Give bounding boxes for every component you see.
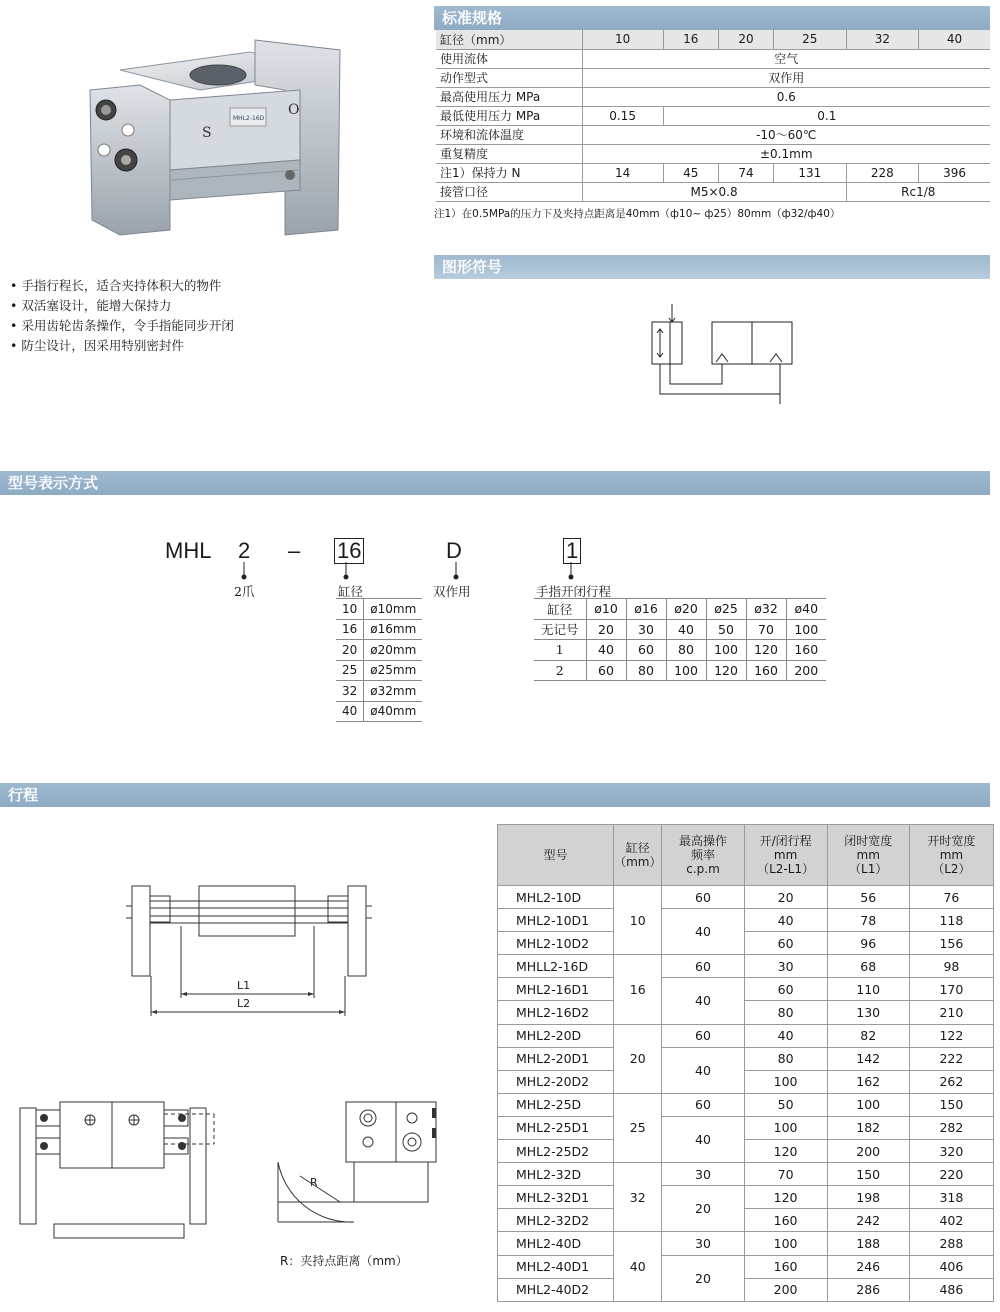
spec-row-value: 空气: [582, 49, 990, 68]
table-row: [498, 1024, 994, 1047]
spec-row-label: 注1）保持力 N: [436, 163, 582, 182]
spec-section-header: [434, 6, 990, 30]
stroke-cell: 200: [744, 1278, 827, 1301]
bore-cell: 10: [614, 886, 662, 955]
stroke-cell: 60: [744, 978, 827, 1001]
model-cell: MHL2-40D1: [498, 1255, 614, 1278]
model-cell: MHL2-32D1: [498, 1186, 614, 1209]
header-text: （L2）: [932, 862, 971, 876]
model-cell: MHL2-16D2: [498, 1001, 614, 1024]
table-row: [498, 1232, 994, 1255]
spec-row-label: 最高使用压力 MPa: [436, 87, 582, 106]
action-caption: 双作用: [433, 584, 471, 599]
bore-option-dia: ø16mm: [364, 619, 423, 640]
stroke-code-row: [534, 619, 826, 640]
spec-row-value: 74: [718, 163, 773, 182]
freq-cell: 60: [662, 886, 744, 909]
open-width-cell: 262: [909, 1070, 993, 1093]
closed-width-cell: 286: [827, 1278, 909, 1301]
closed-width-cell: 130: [827, 1001, 909, 1024]
stroke-table: [497, 824, 994, 1302]
bore-option-dia: ø10mm: [364, 599, 423, 620]
stroke-code-cell: 30: [626, 619, 666, 640]
spec-row: [436, 106, 990, 125]
stroke-code-table: [534, 598, 826, 681]
header-text: mm: [939, 848, 964, 862]
stroke-code-cell: 40: [586, 640, 626, 661]
table-row: [498, 955, 994, 978]
open-width-cell: 220: [909, 1163, 993, 1186]
stroke-code-cell: 50: [706, 619, 746, 640]
model-section-title: 型号表示方式: [8, 474, 99, 492]
spec-row-value: 0.1: [663, 106, 990, 125]
spec-row: [436, 87, 990, 106]
spec-row-value: 0.6: [582, 87, 990, 106]
freq-cell: 40: [662, 1047, 744, 1093]
stroke-code-cell: 2: [534, 660, 586, 681]
model-action-code: D: [446, 538, 462, 563]
stroke-code-cell: ø20: [666, 599, 706, 620]
stroke-cell: 20: [744, 886, 827, 909]
header-text: mm: [856, 848, 880, 862]
spec-row-value: 0.15: [582, 106, 663, 125]
spec-bore-cell: 32: [846, 30, 919, 49]
stroke-table-body: [498, 886, 994, 1302]
spec-note: 注1）在0.5MPa的压力下及夹持点距离是40mm（ф10~ ф25）80mm（ф32/ф40）: [434, 208, 841, 220]
spec-row-label: 重复精度: [436, 144, 582, 163]
stroke-code-cell: 120: [706, 660, 746, 681]
model-cell: MHL2-20D1: [498, 1047, 614, 1070]
closed-width-cell: 246: [827, 1255, 909, 1278]
freq-cell: 30: [662, 1163, 744, 1186]
bore-option-code: 10: [336, 599, 364, 620]
bore-option-row: [336, 660, 422, 681]
spec-row: [436, 144, 990, 163]
open-width-cell: 486: [909, 1278, 993, 1301]
model-prefix: MHL: [165, 538, 212, 563]
l2-label: L2: [237, 997, 251, 1010]
table-row: [498, 1140, 994, 1163]
product-s-mark: S: [202, 125, 212, 141]
spec-row-value: 131: [774, 163, 847, 182]
header-text: 频率: [691, 848, 716, 862]
spec-row-value: 45: [663, 163, 718, 182]
jaws-caption: 2爪: [234, 584, 255, 599]
stroke-drawing-caption: R：夹持点距离（mm）: [280, 1254, 408, 1268]
spec-table: [436, 30, 990, 202]
stroke-code-caption: 手指开闭行程: [536, 584, 612, 599]
stroke-code-row: [534, 640, 826, 661]
header-text: 缸径: [625, 841, 650, 855]
model-cell: MHL2-32D2: [498, 1209, 614, 1232]
stroke-section-header: [0, 783, 990, 807]
stroke-table-header: [498, 825, 994, 886]
spec-row: [436, 182, 990, 201]
table-row: [498, 1070, 994, 1093]
stroke-code-cell: 200: [786, 660, 826, 681]
bore-option-code: 20: [336, 640, 364, 661]
table-row: [498, 1163, 994, 1186]
l1-label: L1: [237, 979, 251, 992]
table-row: [498, 1047, 994, 1070]
spec-row-value: ±0.1mm: [582, 144, 990, 163]
spec-row-label: 最低使用压力 MPa: [436, 106, 582, 125]
table-row: [498, 1209, 994, 1232]
stroke-code-cell: 100: [786, 619, 826, 640]
bore-option-code: 16: [336, 619, 364, 640]
spec-row-label: 环境和流体温度: [436, 125, 582, 144]
table-row: [498, 1186, 994, 1209]
stroke-code-cell: 80: [626, 660, 666, 681]
header-text: 开时宽度: [927, 834, 976, 848]
stroke-code-cell: 60: [586, 660, 626, 681]
bore-option-dia: ø25mm: [364, 660, 423, 681]
stroke-drawing-top: [124, 876, 374, 1026]
freq-cell: 30: [662, 1232, 744, 1255]
model-cell: MHLL2-16D: [498, 955, 614, 978]
bore-caption: 缸径: [338, 584, 364, 599]
table-row: [498, 886, 994, 909]
bore-option-row: [336, 599, 422, 620]
stroke-cell: 40: [744, 1024, 827, 1047]
closed-width-cell: 200: [827, 1140, 909, 1163]
spec-bore-cell: 10: [582, 30, 663, 49]
stroke-code-cell: 无记号: [534, 619, 586, 640]
stroke-header-model: [498, 825, 614, 886]
symbol-section-title: 图形符号: [442, 258, 503, 276]
stroke-cell: 100: [744, 1116, 827, 1139]
spec-row-value: 396: [919, 163, 990, 182]
bore-option-table: [336, 598, 422, 722]
closed-width-cell: 188: [827, 1232, 909, 1255]
open-width-cell: 282: [909, 1116, 993, 1139]
header-text: c.p.m: [686, 862, 720, 876]
closed-width-cell: 162: [827, 1070, 909, 1093]
stroke-cell: 80: [744, 1047, 827, 1070]
open-width-cell: 402: [909, 1209, 993, 1232]
bore-cell: 25: [614, 1093, 662, 1162]
model-cell: MHL2-10D1: [498, 909, 614, 932]
stroke-cell: 160: [744, 1209, 827, 1232]
open-width-cell: 222: [909, 1047, 993, 1070]
open-width-cell: 320: [909, 1140, 993, 1163]
spec-row-label: 接管口径: [436, 182, 582, 201]
stroke-code-cell: 100: [666, 660, 706, 681]
freq-cell: 40: [662, 978, 744, 1024]
model-stroke-code: 1: [563, 538, 581, 564]
open-width-cell: 76: [909, 886, 993, 909]
spec-row-label: 使用流体: [436, 49, 582, 68]
closed-width-cell: 68: [827, 955, 909, 978]
stroke-code-header: [534, 599, 826, 620]
pneumatic-symbol: [640, 300, 810, 410]
model-cell: MHL2-10D: [498, 886, 614, 909]
stroke-code-cell: 缸径: [534, 599, 586, 620]
stroke-code-cell: 70: [746, 619, 786, 640]
header-text: 开/闭行程: [759, 834, 812, 848]
stroke-code-cell: ø16: [626, 599, 666, 620]
bore-cell: 32: [614, 1163, 662, 1232]
stroke-header-bore: [614, 825, 662, 886]
closed-width-cell: 82: [827, 1024, 909, 1047]
stroke-cell: 40: [744, 909, 827, 932]
model-section-header: [0, 471, 990, 495]
closed-width-cell: 78: [827, 909, 909, 932]
bore-cell: 16: [614, 955, 662, 1024]
bore-option-dia: ø40mm: [364, 701, 423, 722]
freq-cell: 40: [662, 1116, 744, 1162]
bore-option-dia: ø20mm: [364, 640, 423, 661]
r-label: R: [310, 1176, 318, 1189]
model-cell: MHL2-16D1: [498, 978, 614, 1001]
stroke-code-cell: 40: [666, 619, 706, 640]
bore-option-row: [336, 619, 422, 640]
model-cell: MHL2-40D2: [498, 1278, 614, 1301]
spec-row-value: 228: [846, 163, 919, 182]
closed-width-cell: 242: [827, 1209, 909, 1232]
stroke-cell: 60: [744, 932, 827, 955]
stroke-header-freq: [662, 825, 744, 886]
open-width-cell: 156: [909, 932, 993, 955]
header-text: （L2-L1）: [757, 862, 815, 876]
stroke-section-title: 行程: [8, 786, 39, 804]
spec-row-value: 双作用: [582, 68, 990, 87]
spec-bore-cell: 20: [718, 30, 773, 49]
table-row: [498, 1278, 994, 1301]
table-row: [498, 1093, 994, 1116]
table-row: [498, 1255, 994, 1278]
bore-cell: 20: [614, 1024, 662, 1093]
open-width-cell: 122: [909, 1024, 993, 1047]
stroke-code-cell: ø25: [706, 599, 746, 620]
model-cell: MHL2-20D2: [498, 1070, 614, 1093]
spec-row: [436, 163, 990, 182]
feature-item: • 双活塞设计，能增大保持力: [10, 296, 234, 316]
stroke-code-cell: 1: [534, 640, 586, 661]
closed-width-cell: 100: [827, 1093, 909, 1116]
closed-width-cell: 182: [827, 1116, 909, 1139]
stroke-cell: 70: [744, 1163, 827, 1186]
product-photo: [80, 30, 350, 250]
freq-cell: 60: [662, 1024, 744, 1047]
spec-header-label: 缸径（mm）: [436, 30, 582, 49]
model-cell: MHL2-40D: [498, 1232, 614, 1255]
closed-width-cell: 56: [827, 886, 909, 909]
feature-item: • 采用齿轮齿条操作，令手指能同步开闭: [10, 316, 234, 336]
stroke-code-cell: 120: [746, 640, 786, 661]
table-row: [498, 932, 994, 955]
model-bore-code: 16: [334, 538, 364, 564]
stroke-code-cell: ø10: [586, 599, 626, 620]
stroke-code-cell: 80: [666, 640, 706, 661]
stroke-code-row: [534, 660, 826, 681]
spec-row: [436, 125, 990, 144]
stroke-code-cell: ø40: [786, 599, 826, 620]
model-cell: MHL2-32D: [498, 1163, 614, 1186]
stroke-code-cell: 160: [746, 660, 786, 681]
spec-header-row: [436, 30, 990, 49]
open-width-cell: 118: [909, 909, 993, 932]
stroke-cell: 100: [744, 1070, 827, 1093]
freq-cell: 60: [662, 955, 744, 978]
header-text: （mm）: [614, 855, 662, 869]
closed-width-cell: 96: [827, 932, 909, 955]
header-text: mm: [773, 848, 798, 862]
table-row: [498, 978, 994, 1001]
open-width-cell: 150: [909, 1093, 993, 1116]
bore-option-code: 25: [336, 660, 364, 681]
stroke-cell: 30: [744, 955, 827, 978]
spec-section-title: 标准规格: [442, 9, 503, 27]
stroke-cell: 100: [744, 1232, 827, 1255]
bore-option-dia: ø32mm: [364, 681, 423, 702]
stroke-drawing-side: [270, 1098, 445, 1228]
closed-width-cell: 150: [827, 1163, 909, 1186]
stroke-code-cell: 160: [786, 640, 826, 661]
header-text: 型号: [543, 848, 568, 862]
stroke-header-stroke: [744, 825, 827, 886]
bore-option-code: 32: [336, 681, 364, 702]
symbol-section-header: [434, 255, 990, 279]
freq-cell: 40: [662, 909, 744, 955]
header-text: 最高操作: [679, 834, 728, 848]
table-row: [498, 1116, 994, 1139]
header-text: （L1）: [849, 862, 888, 876]
stroke-code-cell: 100: [706, 640, 746, 661]
feature-item: • 手指行程长，适合夹持体积大的物件: [10, 276, 234, 296]
model-cell: MHL2-25D2: [498, 1140, 614, 1163]
stroke-code-cell: 20: [586, 619, 626, 640]
spec-row-value: Rc1/8: [846, 182, 990, 201]
header-text: 闭时宽度: [844, 834, 893, 848]
product-o-mark: O: [288, 102, 300, 118]
bore-option-row: [336, 681, 422, 702]
spec-bore-cell: 40: [919, 30, 990, 49]
stroke-code-cell: ø32: [746, 599, 786, 620]
open-width-cell: 210: [909, 1001, 993, 1024]
stroke-cell: 50: [744, 1093, 827, 1116]
open-width-cell: 406: [909, 1255, 993, 1278]
stroke-drawing-front: [14, 1092, 224, 1252]
bore-option-row: [336, 640, 422, 661]
bore-option-row: [336, 701, 422, 722]
spec-row: [436, 49, 990, 68]
spec-row: [436, 68, 990, 87]
product-badge: MHL2-16D: [233, 115, 265, 122]
freq-cell: 20: [662, 1255, 744, 1301]
stroke-cell: 120: [744, 1140, 827, 1163]
closed-width-cell: 142: [827, 1047, 909, 1070]
model-dash: –: [288, 538, 301, 563]
model-cell: MHL2-25D1: [498, 1116, 614, 1139]
stroke-cell: 120: [744, 1186, 827, 1209]
spec-row-value: 14: [582, 163, 663, 182]
model-cell: MHL2-25D: [498, 1093, 614, 1116]
spec-row-value: M5×0.8: [582, 182, 846, 201]
table-row: [498, 1001, 994, 1024]
bore-option-code: 40: [336, 701, 364, 722]
stroke-cell: 160: [744, 1255, 827, 1278]
closed-width-cell: 198: [827, 1186, 909, 1209]
stroke-cell: 80: [744, 1001, 827, 1024]
closed-width-cell: 110: [827, 978, 909, 1001]
open-width-cell: 288: [909, 1232, 993, 1255]
spec-bore-cell: 25: [774, 30, 847, 49]
open-width-cell: 318: [909, 1186, 993, 1209]
stroke-header-closed: [827, 825, 909, 886]
feature-item: • 防尘设计，因采用特别密封件: [10, 336, 234, 356]
spec-row-value: -10～60℃: [582, 125, 990, 144]
model-cell: MHL2-20D: [498, 1024, 614, 1047]
freq-cell: 20: [662, 1186, 744, 1232]
spec-row-label: 动作型式: [436, 68, 582, 87]
model-jaws-code: 2: [238, 538, 251, 563]
spec-bore-cell: 16: [663, 30, 718, 49]
open-width-cell: 170: [909, 978, 993, 1001]
stroke-code-cell: 60: [626, 640, 666, 661]
feature-list: [10, 276, 234, 356]
bore-cell: 40: [614, 1232, 662, 1301]
table-row: [498, 909, 994, 932]
open-width-cell: 98: [909, 955, 993, 978]
freq-cell: 60: [662, 1093, 744, 1116]
model-cell: MHL2-10D2: [498, 932, 614, 955]
stroke-header-open: [909, 825, 993, 886]
